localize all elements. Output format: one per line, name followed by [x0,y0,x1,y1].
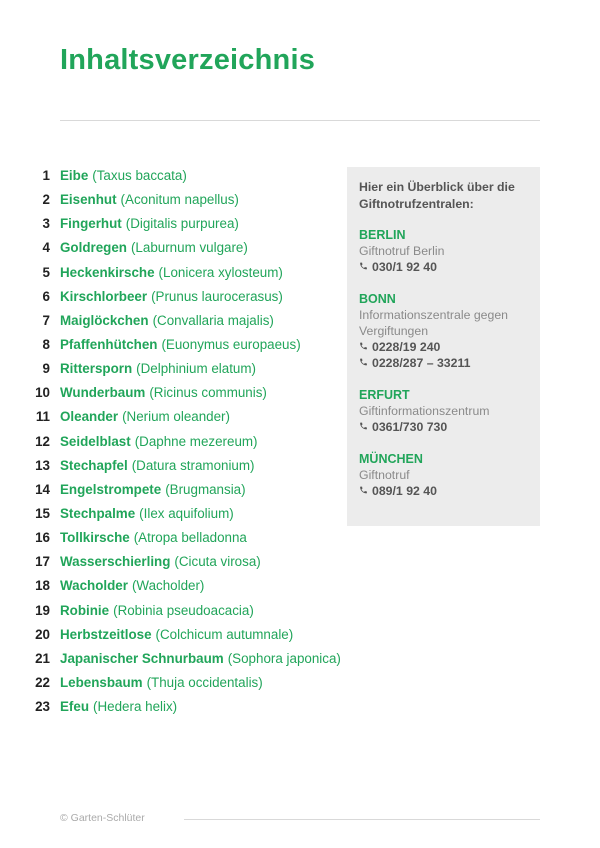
plant-name: Robinie [60,602,110,618]
list-item [28,333,341,357]
poison-center [359,387,528,435]
phone-number [359,259,528,275]
center-name: Informationszentrale gegen Vergiftungen [359,308,509,338]
poison-center [359,227,528,275]
item-number: 16 [35,530,50,546]
phone-number-text: 0228/287 – 33211 [372,356,471,370]
poison-center [359,291,528,371]
plant-name: Rittersporn [60,361,133,377]
plant-name: Wunderbaum [60,385,146,401]
item-number: 15 [35,505,50,521]
list-item [28,188,341,212]
plant-latin-name: (Prunus laurocerasus) [151,288,283,304]
plant-name: Wasserschierling [60,554,171,570]
list-item [28,212,341,236]
footer-copyright: © Garten-Schlüter [60,812,145,824]
list-item [28,285,341,309]
list-item [28,405,341,429]
list-item [28,550,341,574]
plant-list [28,164,341,719]
plant-latin-name: (Ricinus communis) [149,385,267,401]
item-number: 20 [35,626,50,642]
item-number: 13 [35,457,50,473]
plant-name: Kirschlorbeer [60,288,148,304]
phone-icon [359,355,372,371]
center-name: Giftinformationszentrum [359,404,490,418]
phone-icon [359,483,372,499]
list-item [28,623,341,647]
center-city: BONN [359,292,396,306]
item-number: 18 [35,578,50,594]
list-item [28,574,341,598]
item-number: 5 [42,264,50,280]
plant-name: Wacholder [60,578,128,594]
list-item [28,164,341,188]
item-number: 21 [35,650,50,666]
plant-latin-name: (Digitalis purpurea) [125,216,239,232]
plant-latin-name: (Delphinium elatum) [136,361,256,377]
list-item [28,236,341,260]
phone-number-text: 0228/19 240 [372,340,441,354]
plant-latin-name: (Laburnum vulgare) [130,240,248,256]
plant-latin-name: (Colchicum autumnale) [155,626,294,642]
list-item [28,261,341,285]
plant-name: Heckenkirsche [60,264,155,280]
plant-name: Engelstrompete [60,481,162,497]
plant-name: Efeu [60,699,90,715]
list-item [28,647,341,671]
list-item [28,502,341,526]
list-item [28,309,341,333]
plant-latin-name: (Cicuta virosa) [174,554,261,570]
plant-latin-name: (Sophora japonica) [227,650,341,666]
list-item [28,430,341,454]
item-number: 7 [42,312,50,328]
plant-name: Eibe [60,168,89,183]
phone-number [359,355,528,371]
phone-number [359,483,528,499]
plant-name: Tollkirsche [60,530,130,546]
item-number: 19 [35,602,50,618]
plant-name: Maiglöckchen [60,312,149,328]
plant-latin-name: (Robinia pseudoacacia) [113,602,254,618]
center-name: Giftnotruf [359,468,410,482]
plant-latin-name: (Hedera helix) [93,699,178,715]
panel-intro: Hier ein Überblick über die Giftnotrufzentralen: [359,180,515,211]
phone-number-text: 030/1 92 40 [372,260,437,274]
list-item [28,671,341,695]
poison-center [359,451,528,499]
phone-number-text: 089/1 92 40 [372,484,437,498]
plant-latin-name: (Nerium oleander) [122,409,230,425]
list-item [28,478,341,502]
plant-name: Goldregen [60,240,127,256]
plant-latin-name: (Wacholder) [131,578,205,594]
list-item [28,381,341,405]
plant-name: Japanischer Schnurbaum [60,650,224,666]
plant-name: Stechapfel [60,457,128,473]
poison-center-panel [347,167,540,526]
plant-latin-name: (Brugmansia) [165,481,246,497]
item-number: 9 [42,361,50,377]
plant-name: Pfaffenhütchen [60,336,158,352]
list-item [28,526,341,550]
footer-divider [184,819,540,820]
plant-latin-name: (Taxus baccata) [92,168,187,183]
center-city: BERLIN [359,228,406,242]
item-number: 23 [35,699,50,715]
plant-name: Seidelblast [60,433,131,449]
item-number: 1 [42,168,50,183]
list-item [28,599,341,623]
item-number: 10 [35,385,50,401]
list-item [28,357,341,381]
phone-number-text: 0361/730 730 [372,420,448,434]
item-number: 12 [35,433,50,449]
item-number: 22 [35,674,50,690]
item-number: 17 [35,554,50,570]
phone-icon [359,259,372,275]
item-number: 11 [35,409,50,425]
plant-name: Herbstzeitlose [60,626,152,642]
item-number: 6 [42,288,50,304]
plant-name: Eisenhut [60,192,117,208]
item-number: 8 [42,336,50,352]
center-name: Giftnotruf Berlin [359,244,445,258]
plant-name: Oleander [60,409,119,425]
poison-center-list [359,227,528,499]
plant-latin-name: (Euonymus europaeus) [161,336,301,352]
title-divider [60,120,540,121]
phone-number [359,419,528,435]
item-number: 14 [35,481,50,497]
center-city: ERFURT [359,388,410,402]
center-city: MÜNCHEN [359,452,423,466]
plant-latin-name: (Convallaria majalis) [152,312,274,328]
plant-name: Stechpalme [60,505,136,521]
phone-number [359,339,528,355]
plant-name: Lebensbaum [60,674,143,690]
phone-icon [359,419,372,435]
plant-latin-name: (Ilex aquifolium) [139,505,234,521]
phone-icon [359,339,372,355]
item-number: 2 [42,192,50,208]
item-number: 3 [42,216,50,232]
plant-latin-name: (Datura stramonium) [131,457,255,473]
page-title: Inhaltsverzeichnis [60,44,316,76]
list-item [28,454,341,478]
plant-latin-name: (Lonicera xylosteum) [158,264,283,280]
plant-latin-name: (Daphne mezereum) [134,433,258,449]
plant-name: Fingerhut [60,216,122,232]
list-item [28,695,341,719]
plant-latin-name: (Atropa belladonna [133,530,247,546]
plant-latin-name: (Aconitum napellus) [120,192,239,208]
plant-latin-name: (Thuja occidentalis) [146,674,263,690]
item-number: 4 [42,240,50,256]
